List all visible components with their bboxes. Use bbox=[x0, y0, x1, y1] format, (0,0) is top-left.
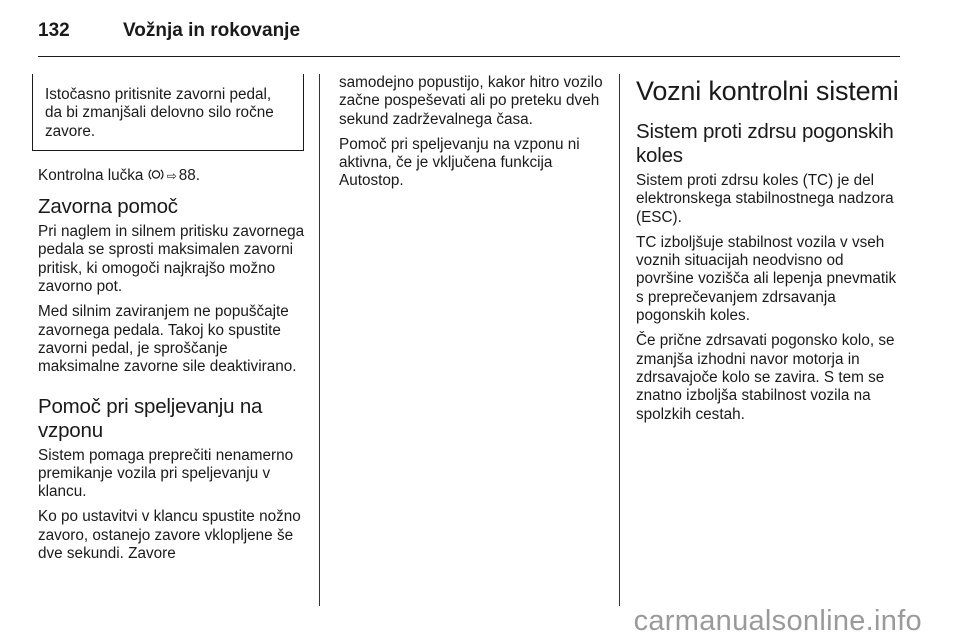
page-number: 132 bbox=[38, 20, 70, 41]
paragraph: Pomoč pri speljevanju na vzponu ni aktivna, če je vključena funkcija Autostop. bbox=[339, 135, 580, 190]
paragraph: Med silnim zaviranjem ne popuščajte zavornega pedala. Takoj ko spustite zavorni pedal, je sproščanje maksimalne zavorne sile deaktivirano. bbox=[38, 303, 297, 376]
indicator-reference bbox=[38, 167, 306, 185]
watermark: carmanualsonline.info bbox=[633, 605, 922, 637]
column-left bbox=[38, 74, 306, 570]
paragraph: TC izboljšuje stabilnost vozila v vseh voznih situacijah neodvisno od površine vozišča ali lepenja pnevmatik s preprečevanjem zdrsavanja pogonskih koles. bbox=[636, 233, 897, 325]
chapter-title: Vožnja in rokovanje bbox=[123, 20, 301, 41]
reference-page: 88. bbox=[178, 166, 201, 184]
paragraph: Sistem proti zdrsu koles (TC) je del elektronskega stabilnostnega nadzora (ESC). bbox=[636, 172, 894, 226]
paragraph: Sistem pomaga preprečiti nenamerno premikanje vozila pri speljevanju v klancu. bbox=[38, 446, 294, 501]
column-divider bbox=[619, 74, 620, 606]
section-heading-traction-control: Sistem proti zdrsu pogonskih koles bbox=[636, 120, 894, 167]
paragraph: Če prične zdrsavati pogonsko kolo, se zmanjša izhodni navor motorja in zdrsavajoče kolo se zavira. S tem se znatno izboljša stabilnost vozila na spolzkih cestah. bbox=[636, 332, 895, 423]
section-heading-hill-start: Pomoč pri speljevanju na vzponu bbox=[38, 394, 263, 442]
column-divider bbox=[319, 74, 320, 606]
brake-warning-icon bbox=[148, 168, 164, 181]
column-middle bbox=[339, 74, 607, 198]
notice-box bbox=[32, 74, 304, 151]
reference-arrow-icon: ⇨ bbox=[166, 168, 177, 183]
section-heading-brake-assist: Zavorna pomoč bbox=[38, 195, 178, 219]
main-heading: Vozni kontrolni sistemi bbox=[636, 76, 899, 106]
paragraph: samodejno popustijo, kakor hitro vozilo začne pospeševati ali po preteku dveh sekund zadrževalnega časa. bbox=[339, 74, 603, 128]
indicator-label: Kontrolna lučka bbox=[38, 166, 144, 184]
notice-text: Istočasno pritisnite zavorni pedal, da bi zmanjšali delovno silo ročne zavore. bbox=[45, 86, 274, 140]
column-right bbox=[636, 74, 904, 431]
paragraph: Ko po ustavitvi v klancu spustite nožno zavoro, ostanejo zavore vklopljene še dve sekundi. Zavore bbox=[38, 508, 301, 563]
paragraph: Pri naglem in silnem pritisku zavornega pedala se sprosti maksimalen zavorni pritisk, ki omogoči najkrajšo možno zavorno pot. bbox=[38, 223, 305, 296]
page-header bbox=[38, 18, 900, 57]
